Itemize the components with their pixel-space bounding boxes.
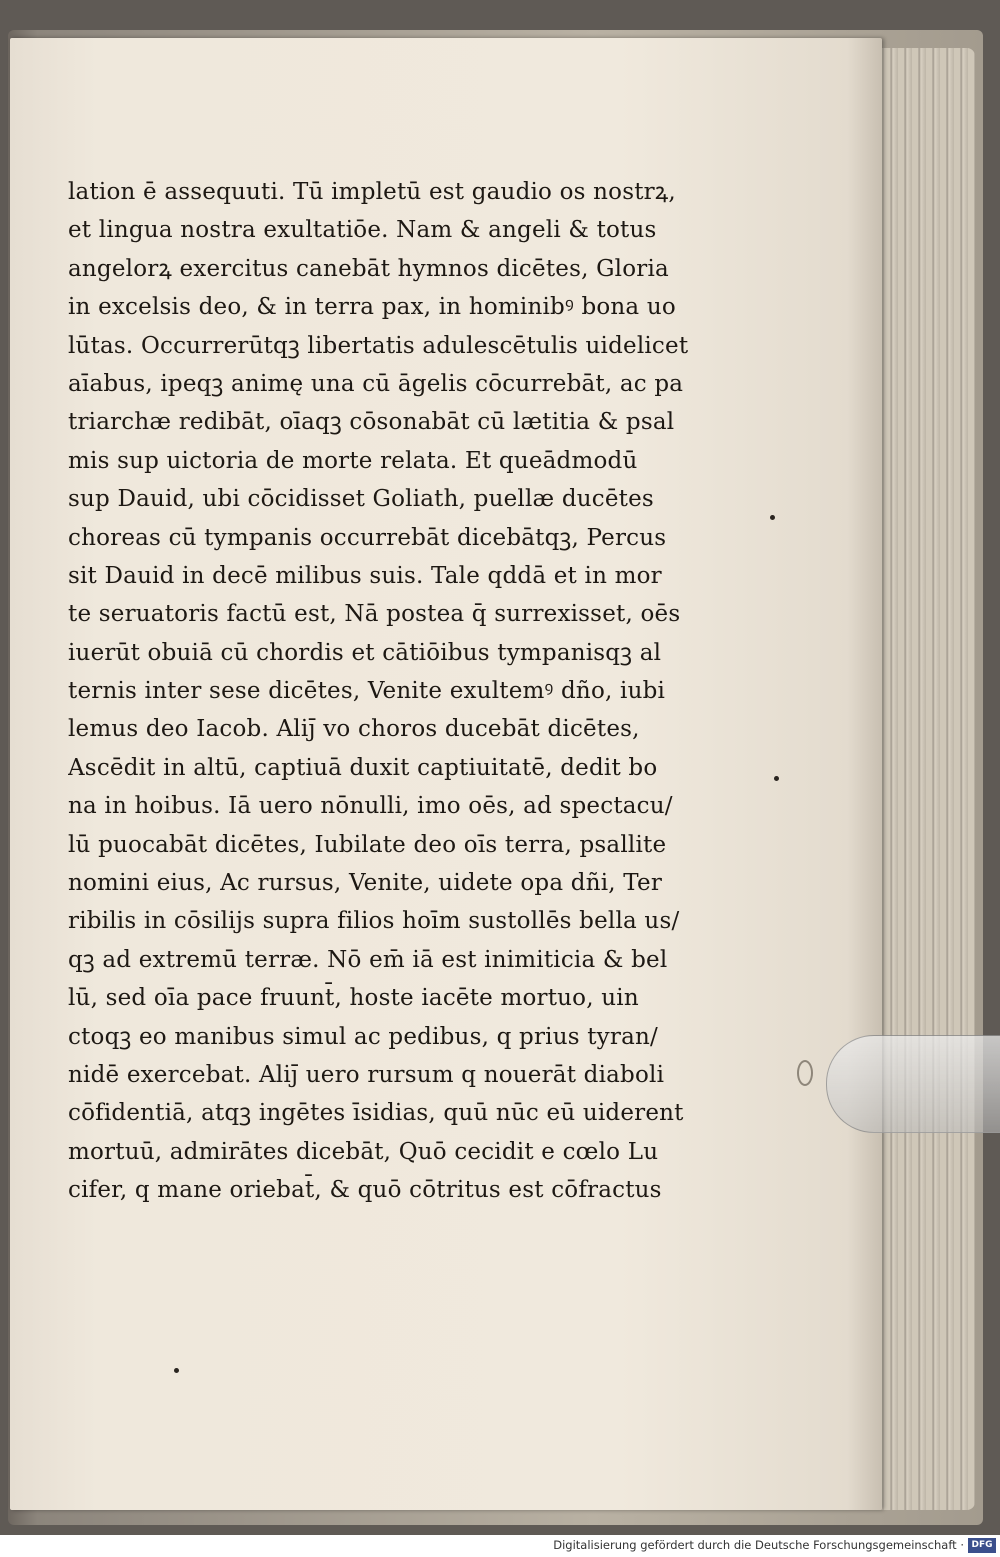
- text-line: ribilis in cōsilijs supra filios hoīm sustollēs bella us/: [68, 908, 680, 935]
- text-line: cifer, q mane oriebat̄, & quō cōtritus est cōfractus: [68, 1177, 662, 1204]
- dfg-logo: DFG: [968, 1538, 996, 1553]
- text-line: choreas cū tympanis occurrebāt dicebātqꝫ, Percus: [68, 524, 667, 551]
- footer-bar: [0, 1535, 1000, 1557]
- text-line: ternis inter sese dicētes, Venite exultemꝰ dño, iubi: [68, 678, 666, 705]
- text-line: cōfidentiā, atqꝫ ingētes īsidias, quū nūc eū uiderent: [68, 1100, 684, 1127]
- book-page: [10, 38, 882, 1510]
- text-line: lū puocabāt dicētes, Iubilate deo oīs terra, psallite: [68, 831, 667, 858]
- text-line: ctoqꝫ eo manibus simul ac pedibus, q prius tyran/: [68, 1023, 658, 1050]
- text-line: lemus deo Iacob. Aliȷ̄ vo choros ducebāt dicētes,: [68, 716, 640, 743]
- text-line: iuerūt obuiā cū chordis et cātiōibus tympanisqꝫ al: [68, 639, 662, 666]
- text-line: sit Dauid in decē milibus suis. Tale qddā et in mor: [68, 562, 662, 589]
- text-block: [68, 173, 718, 1210]
- text-line: sup Dauid, ubi cōcidisset Goliath, puellæ ducētes: [68, 486, 654, 513]
- text-line: et lingua nostra exultatiōe. Nam & angeli & totus: [68, 217, 657, 244]
- text-line: lūtas. Occurrerūtqꝫ libertatis adulescētulis uidelicet: [68, 332, 689, 359]
- text-line: triarchæ redibāt, oīaqꝫ cōsonabāt cū lætitia & psal: [68, 409, 675, 436]
- text-line: te seruatoris factū est, Nā postea q̄ surrexisset, oēs: [68, 601, 681, 628]
- text-line: qꝫ ad extremū terræ. Nō em̄ iā est inimiticia & bel: [68, 946, 668, 973]
- text-line: nomini eius, Ac rursus, Venite, uidete opa dñi, Ter: [68, 870, 663, 897]
- text-line: mis sup uictoria de morte relata. Et queādmodū: [68, 447, 638, 474]
- text-line: nidē exercebat. Aliȷ̄ uero rursum q nouerāt diaboli: [68, 1061, 665, 1088]
- text-line: lation ē assequuti. Tū impletū est gaudio os nostrꝝ,: [68, 179, 676, 205]
- text-line: lū, sed oīa pace fruunt̄, hoste iacēte mortuo, uin: [68, 985, 639, 1012]
- text-line: angelorꝝ exercitus canebāt hymnos dicētes, Gloria: [68, 255, 669, 282]
- text-line: na in hoibus. Iā uero nōnulli, imo oēs, ad spectacu/: [68, 793, 673, 820]
- text-line: mortuū, admirātes dicebāt, Quō cecidit e cœlo Lu: [68, 1138, 659, 1165]
- footer-credit: Digitalisierung gefördert durch die Deutsche Forschungsgemeinschaft ·: [553, 1538, 964, 1552]
- text-line: aīabus, ipeqꝫ animę una cū āgelis cōcurrebāt, ac pa: [68, 370, 684, 397]
- clip-hole: [797, 1060, 813, 1086]
- page-clip: [826, 1035, 1000, 1133]
- text-line: Ascēdit in altū, captiuā duxit captiuitatē, dedit bo: [68, 754, 658, 781]
- page-edges: [870, 48, 975, 1510]
- text-line: in excelsis deo, & in terra pax, in hominibꝰ bona uo: [68, 294, 676, 321]
